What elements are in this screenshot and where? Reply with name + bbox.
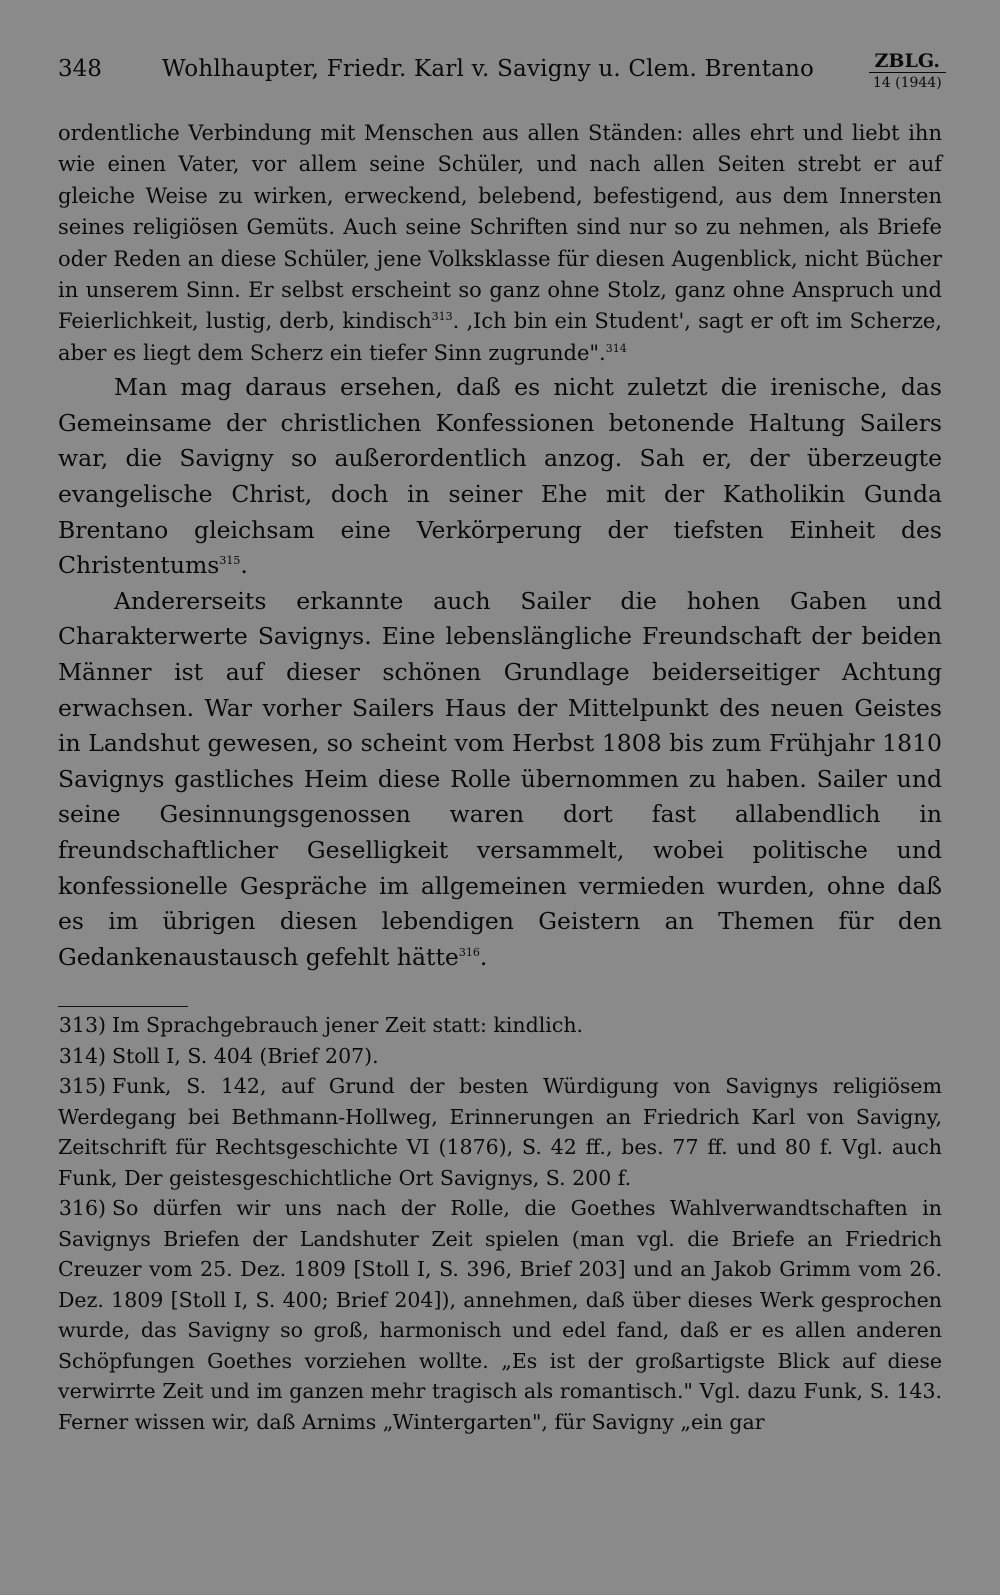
footnotes [58,1010,942,1437]
footnote-ref-313: 313 [431,310,453,324]
page-number: 348 [58,56,102,82]
paragraph-friendship: Andererseits erkannte auch Sailer die hohen Gaben und Charakterwerte Savignys. Eine lebenslängliche Freundschaft der beiden Männer ist auf dieser schönen Grundlage beiderseitiger Achtung erwachsen. War vorher Sailers Haus der Mittelpunkt des neuen Geistes in Landshut gewesen, so scheint vom Herbst 1808 bis zum Frühjahr 1810 Savignys gastliches Heim diese Rolle übernommen zu haben. Sailer und seine Gesinnungsgenossen waren dort fast allabendlich in freundschaftlicher Geselligkeit versammelt, wobei politische und konfessionelle Gespräche im allgemeinen vermieden wurden, ohne daß es im übrigen diesen lebendigen Geistern an Themen für den Gedankenaustausch gefehlt hätte$^{316}$. [58,586,942,971]
paragraph-continued: ordentliche Verbindung mit Menschen aus allen Ständen: alles ehrt und liebt ihn wie einen Vater, vor allem seine Schüler, und nach allen Seiten strebt er auf gleiche Weise zu wirken, erweckend, belebend, befestigend, aus dem Innersten seines religiösen Gemüts. Auch seine Schriften sind nur so zu nehmen, als Briefe oder Reden an diese Schüler, jene Volksklasse für diesen Augenblick, nicht Bücher in unserem Sinn. Er selbst erscheint so ganz ohne Stolz, ganz ohne Anspruch und Feierlichkeit, lustig, derb, kindisch$^{313}$. ‚Ich bin ein Student', sagt er oft im Scherze, aber es liegt dem Scherz ein tiefer Sinn zugrunde".$^{314}$ [58,121,942,365]
footnote-ref-314: 314 [605,341,627,355]
main-text [58,118,942,975]
footnote-number: 316) [58,1196,106,1220]
footnote-ref-316: 316 [458,945,480,959]
running-title: Wohlhaupter, Friedr. Karl v. Savigny u. Clem. Brentano [162,56,815,82]
footnote-313: 313) Im Sprachgebrauch jener Zeit statt: kindlich. [58,1010,942,1041]
footnote-number: 314) [58,1043,106,1068]
journal-reference [869,50,946,93]
footnote-315: 315) Funk, S. 142, auf Grund der besten Würdigung von Savignys religiösem Werdegang bei Bethmann-Hollweg, Erinnerungen an Friedrich Karl von Savigny, Zeitschrift für Rechtsgeschichte VI (1876), S. 42 ff., bes. 77 ff. und 80 f. Vgl. auch Funk, Der geistesgeschichtliche Ort Savignys, S. 200 f. [58,1071,942,1193]
footnote-divider [58,1006,188,1007]
paragraph-irenic: Man mag daraus ersehen, daß es nicht zuletzt die irenische, das Gemeinsame der christlichen Konfessionen betonende Haltung Sailers war, die Savigny so außerordentlich anzog. Sah er, der überzeugte evangelische Christ, doch in seiner Ehe mit der Katholikin Gunda Brentano gleichsam eine Verkörperung der tiefsten Einheit des Christentums$^{315}$. [58,373,942,580]
footnote-number: 315) [58,1074,106,1098]
journal-volume: 14 (1944) [872,75,942,91]
page-header [58,50,946,100]
footnote-314: 314) Stoll I, S. 404 (Brief 207). [58,1041,942,1072]
footnote-ref-315: 315 [219,554,241,568]
footnote-316: 316) So dürfen wir uns nach der Rolle, die Goethes Wahlverwandtschaften in Savignys Briefen der Landshuter Zeit spielen (man vgl. die Briefe an Friedrich Creuzer vom 25. Dez. 1809 [Stoll I, S. 396, Brief 203] und an Jakob Grimm vom 26. Dez. 1809 [Stoll I, S. 400; Brief 204]), annehmen, daß über dieses Werk gesprochen wurde, das Savigny so groß, harmonisch und edel fand, daß er es allen anderen Schöpfungen Goethes vorziehen wollte. „Es ist der großartigste Blick auf diese verwirrte Zeit und im ganzen mehr tragisch als romantisch." Vgl. dazu Funk, S. 143. Ferner wissen wir, daß Arnims „Wintergarten", für Savigny „ein gar [58,1193,942,1437]
journal-abbreviation: ZBLG. [869,50,946,73]
footnote-number: 313) [58,1013,106,1037]
